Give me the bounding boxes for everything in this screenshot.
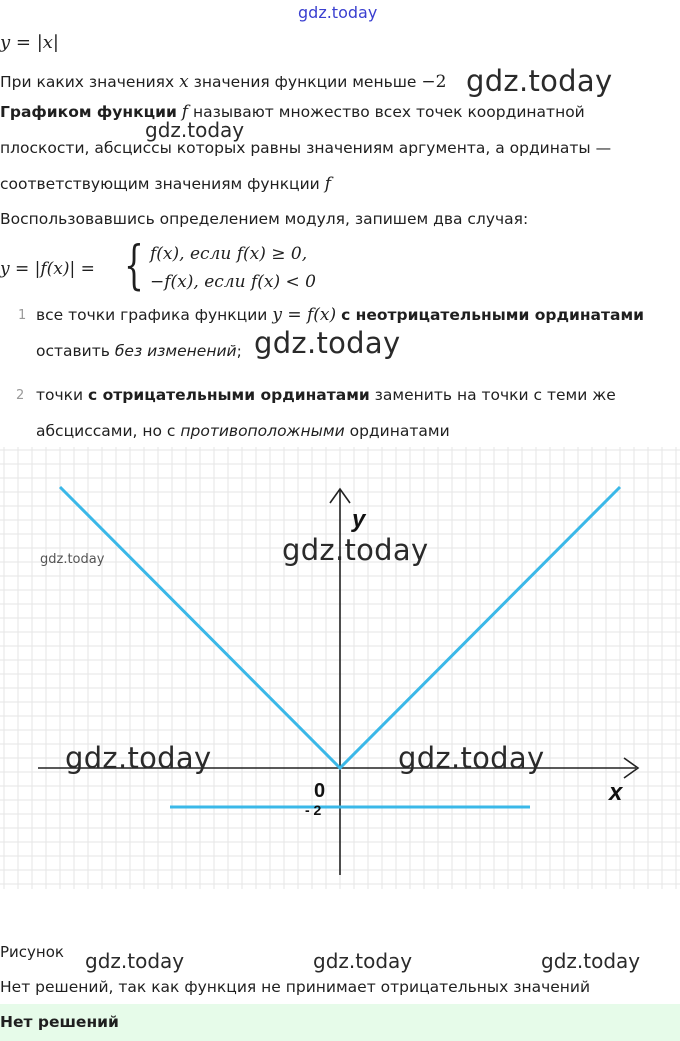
question-variable: x: [179, 72, 189, 92]
minus-2-label: - 2: [305, 802, 322, 818]
question-middle: значения функции меньше: [193, 73, 417, 91]
watermark-5: gdz.today: [313, 949, 413, 973]
definition-line-1: [0, 102, 585, 122]
watermark-4: gdz.today: [85, 949, 185, 973]
definition-line-2: плоскости, абсциссы которых равны значениям аргумента, а ординаты —: [0, 139, 612, 157]
definition-line-3: [0, 174, 331, 194]
step-2-text-b: заменить на точки с теми же: [374, 386, 616, 404]
step-1-text-b: оставить: [36, 342, 110, 360]
modulus-intro: Воспользовавшись определением модуля, запишем два случая:: [0, 210, 529, 228]
piecewise-case-1: f(x), если f(x) ≥ 0,: [150, 244, 308, 264]
watermark-2: gdz.today: [145, 118, 245, 142]
step-1-number: 1: [18, 308, 27, 323]
step-2-line-2: [36, 422, 450, 440]
question-line: [0, 72, 446, 92]
x-axis-label: x: [609, 779, 623, 806]
piecewise-lhs: y = |f(x)| =: [0, 259, 95, 279]
origin-label: 0: [314, 780, 326, 802]
step-1-bold: с неотрицательными ординатами: [341, 306, 644, 324]
step-1-text-a: все точки графика функции: [36, 306, 268, 324]
answer-text: [0, 1013, 119, 1031]
definition-term: Графиком функции: [0, 103, 177, 121]
question-prefix: При каких значениях: [0, 73, 175, 91]
step-1-end: ;: [236, 342, 242, 360]
step-2-italic: противоположными: [180, 422, 345, 440]
step-2-text-a: точки: [36, 386, 84, 404]
watermark-6: gdz.today: [541, 949, 641, 973]
conclusion-text: Нет решений, так как функция не принимает отрицательных значений: [0, 978, 591, 996]
question-value: −2: [421, 72, 447, 92]
watermark-graph-left: gdz.today: [65, 741, 212, 775]
step-2-text-c: абсциссами, но с: [36, 422, 176, 440]
figure-caption: Рисунок: [0, 943, 64, 961]
step-2-number: 2: [16, 388, 25, 403]
watermark-graph-right: gdz.today: [398, 741, 545, 775]
piecewise-brace: {: [124, 236, 144, 296]
step-1-line-1: [36, 305, 644, 325]
watermark-1: gdz.today: [466, 64, 613, 98]
top-watermark: gdz.today: [298, 3, 378, 22]
step-1-line-2: [36, 342, 242, 360]
piecewise-case-2: −f(x), если f(x) < 0: [150, 272, 316, 292]
definition-line-3-f: f: [324, 174, 331, 194]
definition-f: f: [181, 102, 189, 122]
step-2-text-d: ординатами: [349, 422, 450, 440]
answer-bold: Нет решений: [0, 1013, 119, 1031]
main-formula: y = |x|: [0, 32, 59, 53]
y-axis-label: y: [352, 506, 366, 533]
definition-line-3-text: соответствующим значениям функции: [0, 175, 320, 193]
step-1-italic: без изменений: [114, 342, 237, 360]
watermark-graph-top: gdz.today: [282, 533, 429, 567]
step-1-formula: y = f(x): [272, 305, 337, 325]
watermark-3: gdz.today: [254, 326, 401, 360]
step-2-line-1: [36, 386, 616, 404]
watermark-graph-small: gdz.today: [40, 552, 105, 567]
definition-rest: называют множество всех точек координатной: [193, 103, 585, 121]
answer-box: [0, 1004, 680, 1041]
step-2-bold: с отрицательными ординатами: [88, 386, 370, 404]
function-graph: [0, 447, 680, 889]
